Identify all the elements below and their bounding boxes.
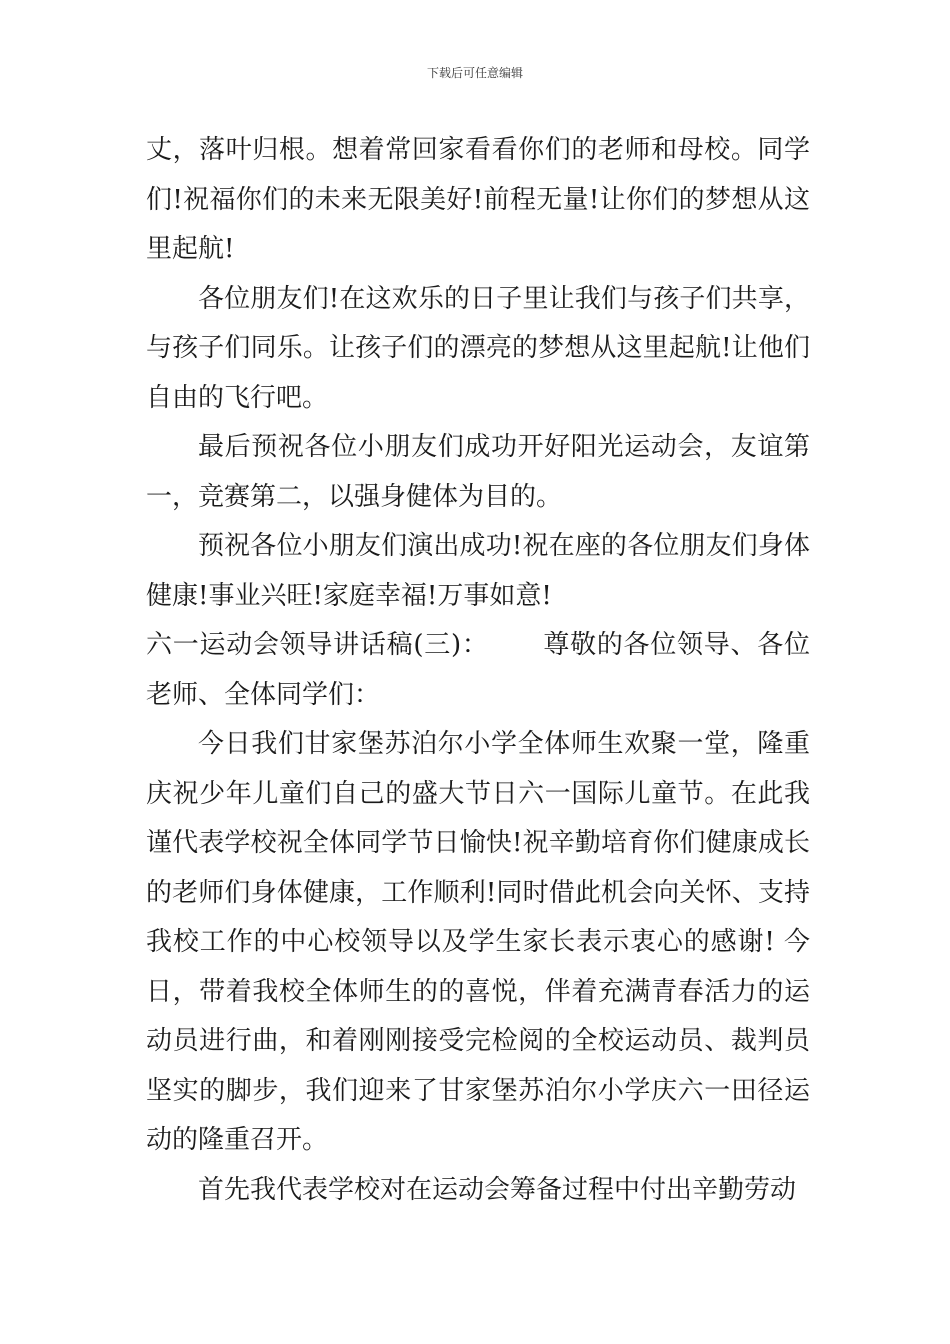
paragraph-celebration: 今日我们甘家堡苏泊尔小学全体师生欢聚一堂，隆重庆祝少年儿童们自己的盛大节日六一国际儿童节。在此我谨代表学校祝全体同学节日愉快!祝辛勤培育你们健康成长的老师们身体健康，工作顺利!同时借此机会向关怀、支持我校工作的中心校领导以及学生家长表示衷心的感谢! 今日，带着我校全体师生的的喜悦，伴着充满青春活力的运动员进行曲，和着刚刚接受完检阅的全校运动员、裁判员坚实的脚步，我们迎来了甘家堡苏泊尔小学庆六一田径运动的隆重召开。 <box>146 729 810 1155</box>
paragraph-thanks: 首先我代表学校对在运动会筹备过程中付出辛勤劳动 <box>198 1174 797 1205</box>
paragraph-performance-wish: 预祝各位小朋友们演出成功!祝在座的各位朋友们身体健康!事业兴旺!家庭幸福!万事如意! <box>146 531 810 611</box>
paragraph-sports-meet-wish: 最后预祝各位小朋友们成功开好阳光运动会，友谊第一，竞赛第二，以强身健体为目的。 <box>146 432 810 512</box>
page-header: 下载后可任意编辑 <box>426 66 523 80</box>
document-body <box>146 126 810 1215</box>
speech-title: 六一运动会领导讲话稿(三)： <box>146 630 489 660</box>
paragraph-continuation: 丈，落叶归根。想着常回家看看你们的老师和母校。同学们!祝福你们的未来无限美好!前程无量!让你们的梦想从这里起航! <box>146 135 810 264</box>
speech-salutation: 尊敬的各位领导、各位老师、全体同学们： <box>146 630 810 710</box>
paragraph-friends: 各位朋友们!在这欢乐的日子里让我们与孩子们共享，与孩子们同乐。让孩子们的漂亮的梦想从这里起航!让他们自由的飞行吧。 <box>146 283 810 413</box>
speech-heading <box>146 621 810 720</box>
